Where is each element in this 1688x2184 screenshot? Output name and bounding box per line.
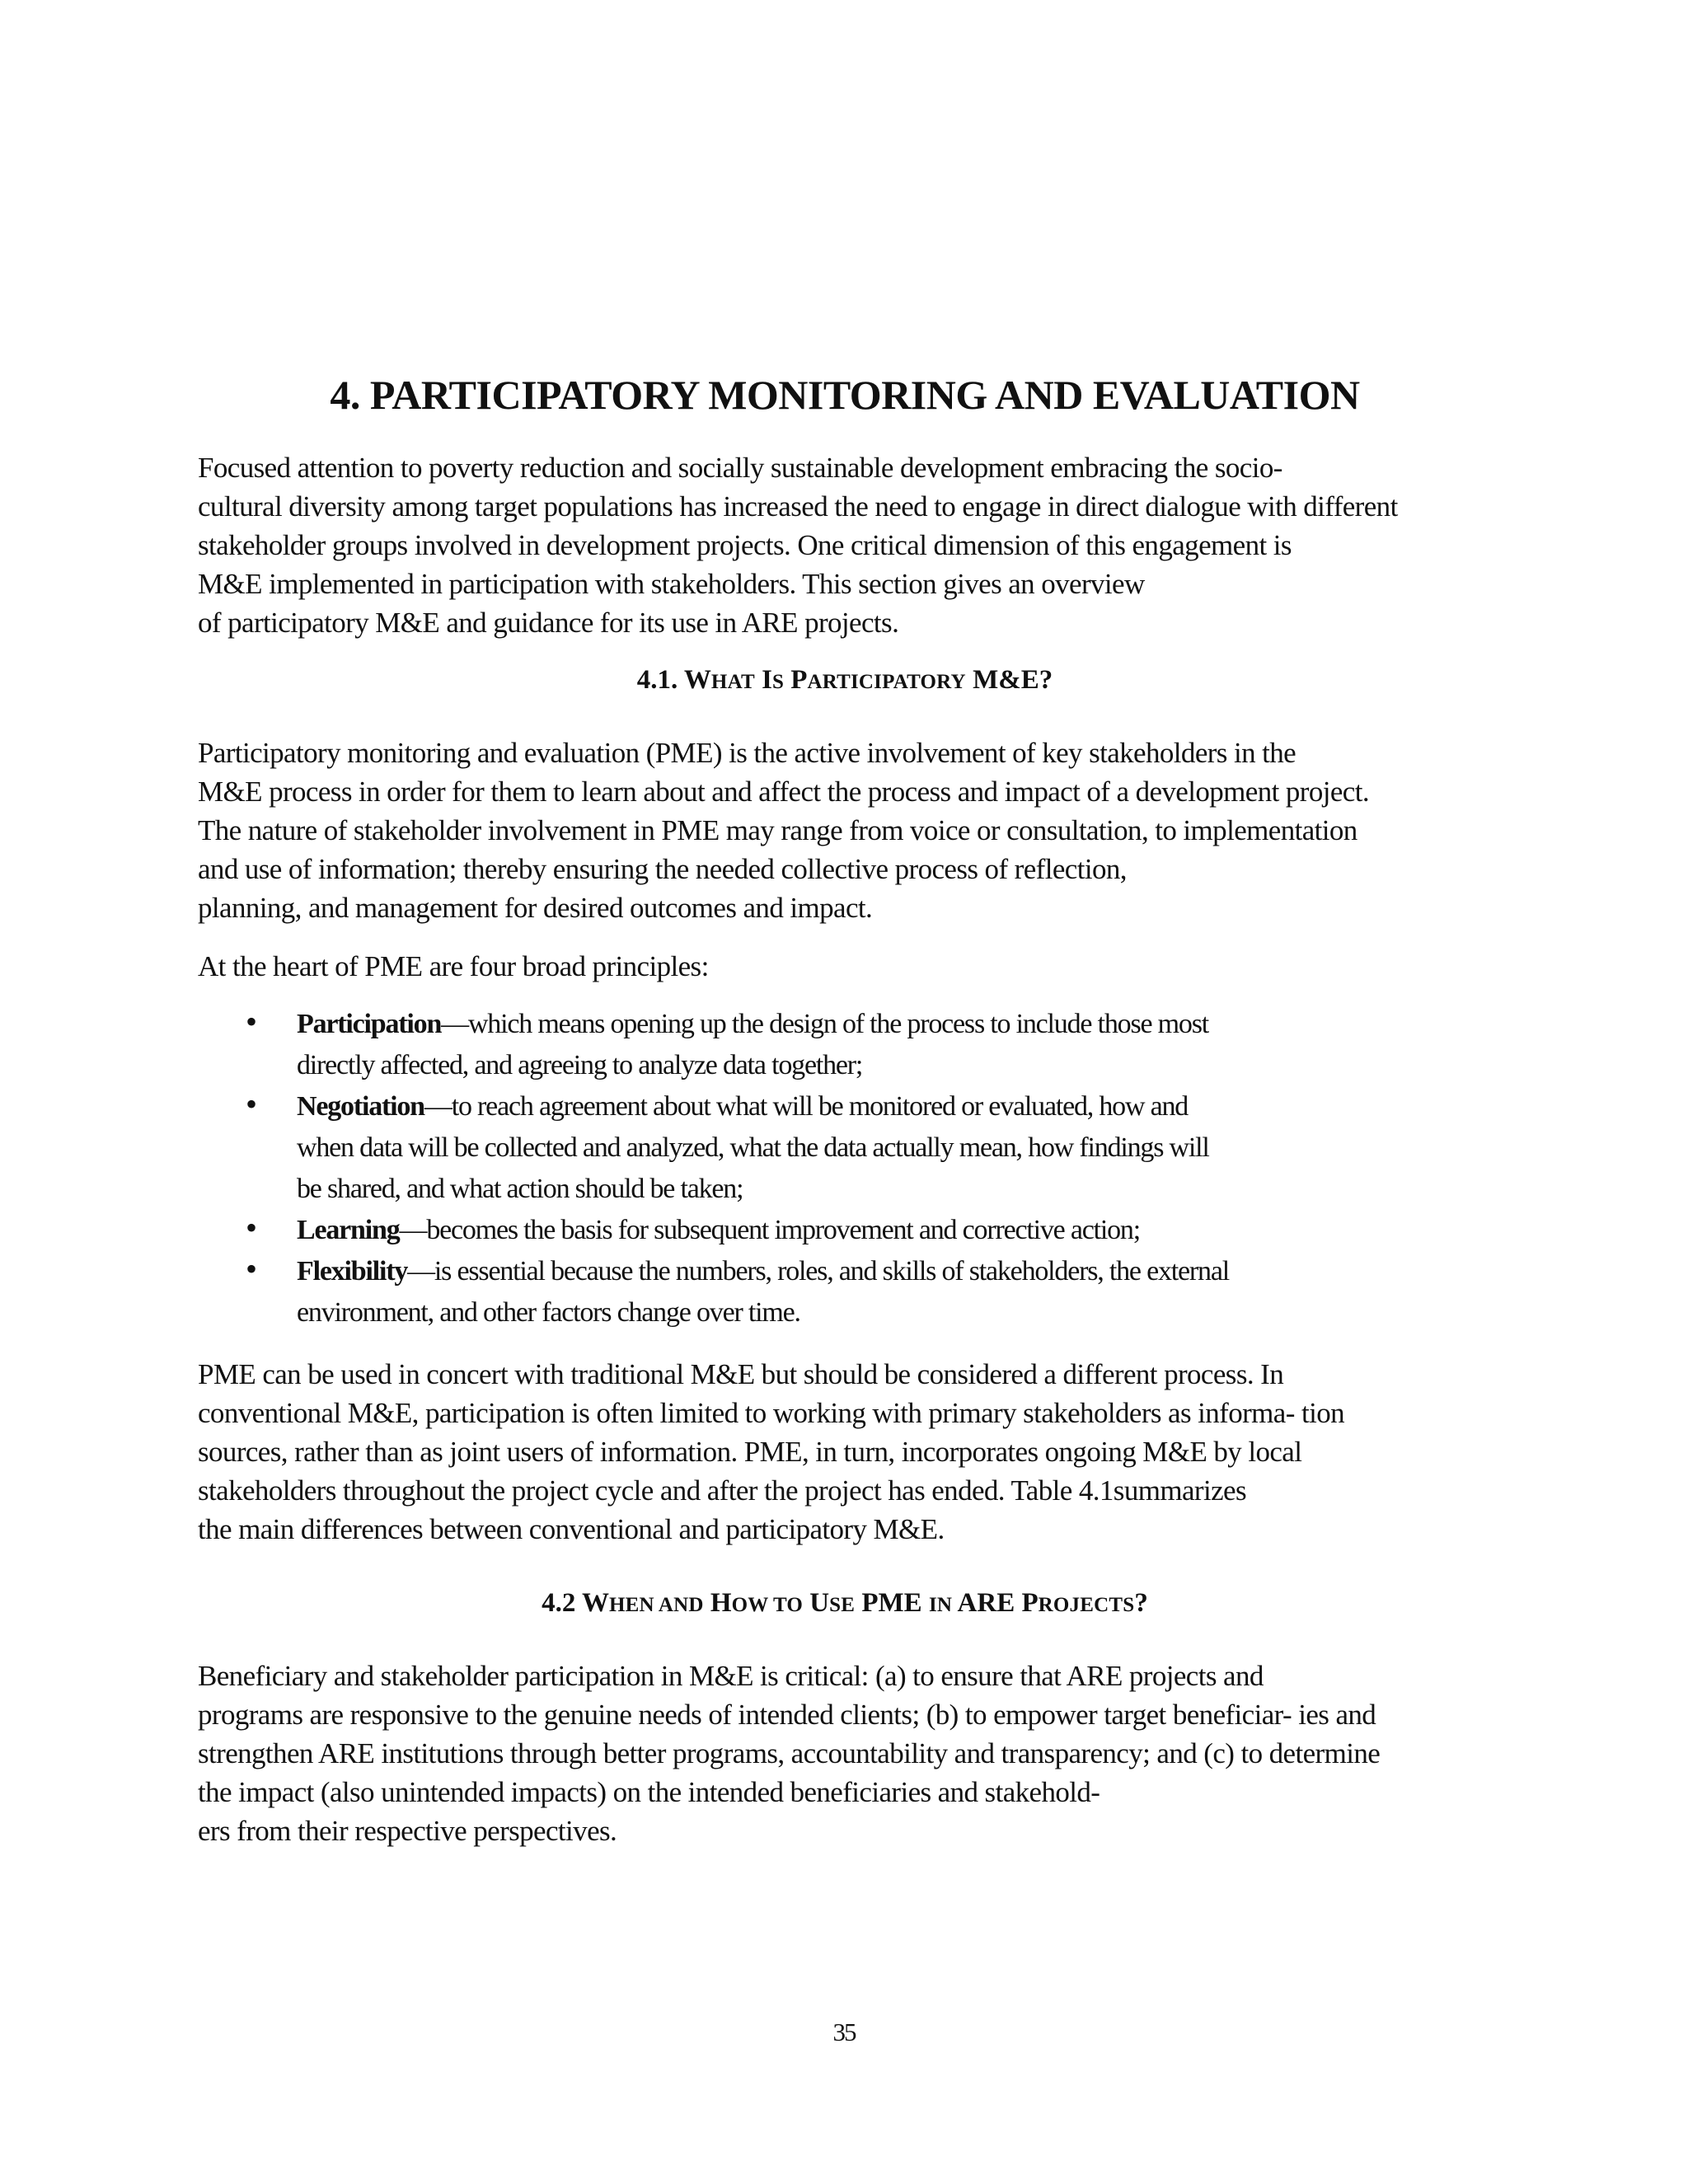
paragraph-line: PME can be used in concert with traditional M&E but should be considered a different process. In <box>198 1358 1284 1390</box>
bullet-line: environment, and other factors change over time. <box>297 1297 800 1328</box>
principles-list <box>198 1004 1492 1333</box>
bullet-line: be shared, and what action should be taken; <box>297 1174 743 1204</box>
principle-text: —which means opening up the design of the process to include those most <box>441 1009 1208 1039</box>
list-item <box>198 1210 1492 1251</box>
principle-term: Learning <box>297 1215 400 1245</box>
paragraph-line: ers from their respective perspectives. <box>198 1815 617 1847</box>
paragraph-line: and use of information; thereby ensuring the needed collective process of reflection, <box>198 853 1127 885</box>
principle-text: —becomes the basis for subsequent improvement and corrective action; <box>399 1215 1140 1245</box>
paragraph-line: strengthen ARE institutions through better programs, accountability and transparency; and (c) to determine <box>198 1737 1381 1769</box>
paragraph-line: planning, and management for desired outcomes and impact. <box>198 892 873 924</box>
paragraph-line: Focused attention to poverty reduction and socially sustainable development embracing the socio- <box>198 452 1282 484</box>
bullet-line: when data will be collected and analyzed, what the data actually mean, how findings will <box>297 1132 1209 1163</box>
bullet-icon: • <box>246 1209 256 1246</box>
principle-term: Flexibility <box>297 1256 408 1286</box>
paragraph-line: conventional M&E, participation is often limited to working with primary stakeholders as informa- tion <box>198 1397 1344 1429</box>
paragraph-line: Participatory monitoring and evaluation (PME) is the active involvement of key stakeholders in the <box>198 737 1296 769</box>
page-number: 35 <box>832 2018 856 2046</box>
paragraph-line: The nature of stakeholder involvement in PME may range from voice or consultation, to implementation <box>198 814 1357 846</box>
paragraph-line: M&E process in order for them to learn about and affect the process and impact of a development project. <box>198 776 1370 808</box>
principle-text: —is essential because the numbers, roles, and skills of stakeholders, the external <box>407 1256 1229 1286</box>
paragraph-line: cultural diversity among target populations has increased the need to engage in direct dialogue with different <box>198 490 1398 523</box>
list-item <box>198 1086 1492 1210</box>
paragraph-line: stakeholders throughout the project cycle and after the project has ended. Table 4.1summarizes <box>198 1474 1246 1507</box>
paragraph-line: Beneficiary and stakeholder participation in M&E is critical: (a) to ensure that ARE projects and <box>198 1660 1264 1692</box>
paragraph-line: the impact (also unintended impacts) on the intended beneficiaries and stakehold- <box>198 1776 1100 1808</box>
paragraph-line: stakeholder groups involved in development projects. One critical dimension of this engagement is <box>198 529 1292 561</box>
principles-intro: At the heart of PME are four broad principles: <box>198 950 709 982</box>
list-item <box>198 1004 1492 1086</box>
bullet-line <box>297 1210 1492 1251</box>
bullet-icon: • <box>246 1250 256 1287</box>
page-content <box>198 369 1492 1870</box>
section-heading-4-2: 4.2 WHEN AND HOW TO USE PME IN ARE PROJECTS? <box>542 1588 1148 1618</box>
principle-term: Participation <box>297 1009 442 1039</box>
paragraph-line: of participatory M&E and guidance for its use in ARE projects. <box>198 607 899 639</box>
principle-term: Negotiation <box>297 1091 424 1122</box>
principle-text: —to reach agreement about what will be monitored or evaluated, how and <box>424 1091 1189 1122</box>
paragraph-line: M&E implemented in participation with stakeholders. This section gives an overview <box>198 568 1145 600</box>
bullet-icon: • <box>246 1003 256 1040</box>
paragraph-line: sources, rather than as joint users of information. PME, in turn, incorporates ongoing M&E by local <box>198 1436 1302 1468</box>
paragraph-line: the main differences between conventional and participatory M&E. <box>198 1513 945 1545</box>
bullet-line <box>297 1004 1492 1045</box>
bullet-line: directly affected, and agreeing to analyze data together; <box>297 1050 863 1080</box>
paragraph-line: programs are responsive to the genuine needs of intended clients; (b) to empower target beneficiar- ies and <box>198 1699 1376 1731</box>
chapter-intro-paragraph <box>198 448 1492 642</box>
list-item <box>198 1251 1492 1333</box>
section-heading-4-1: 4.1. WHAT IS PARTICIPATORY M&E? <box>636 665 1053 695</box>
chapter-title: 4. PARTICIPATORY MONITORING AND EVALUATION <box>330 372 1360 418</box>
bullet-line <box>297 1251 1492 1292</box>
bullet-icon: • <box>246 1085 256 1122</box>
pme-definition-paragraph <box>198 733 1492 927</box>
participation-importance-paragraph <box>198 1657 1492 1850</box>
pme-comparison-paragraph <box>198 1355 1492 1549</box>
bullet-line <box>297 1086 1492 1127</box>
